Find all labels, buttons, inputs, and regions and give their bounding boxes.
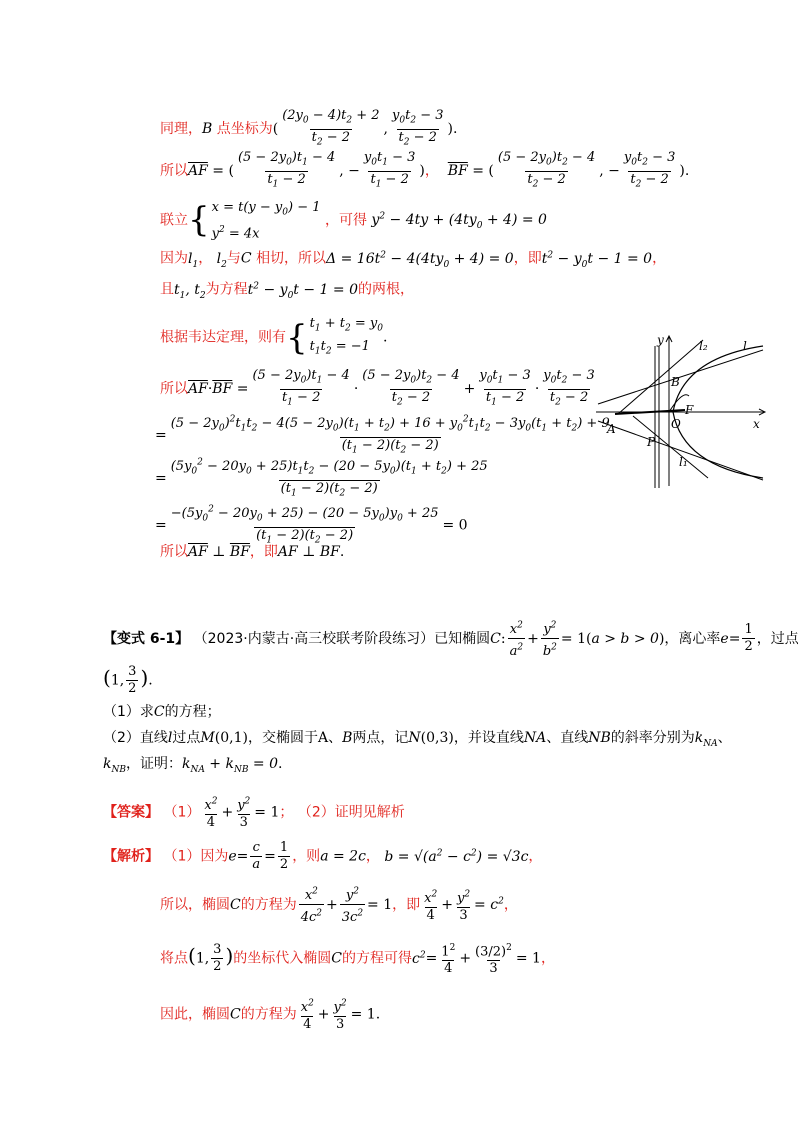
and-tangent-text: 与 <box>226 250 241 267</box>
analysis-1: （1）因为 <box>163 848 229 865</box>
analysis-line-3: 将点(1, $\frac{3}{2}$ )的坐标代入椭圆C的方程可得$c^2=$ $\frac{1^2}{4}$ + $\frac{(3/2)^2}{3}$ = 1， <box>160 942 555 977</box>
namely-text: ，即 <box>513 250 542 267</box>
question-1: （1）求C的方程； <box>103 704 221 720</box>
label-b: B <box>671 375 680 389</box>
tangent-line: 因为$l_1$， $l_2$与C 相切，所以$\Delta = 16t^2 - 4(4ty_0 + 4) = 0$，即$t^2 - y_0t - 1 = 0$， <box>160 250 667 270</box>
q1-text: （1）求 <box>103 704 154 720</box>
vieta-line: 根据韦达定理，则有 { $t_1 + t_2 = y_0$ $t_1t_2 = -1$ . <box>160 316 388 358</box>
roots-text: 为方程 <box>205 281 248 298</box>
label-y: y <box>657 333 664 347</box>
q2-e: 两点，记 <box>352 730 409 746</box>
q2-c: ，交椭圆于 <box>247 730 318 746</box>
b-coordinate-line: 同理，B 点坐标为( $\frac{(2y_0 - 4)t_2 + 2}{t_2 - 2}$ , $\frac{y_0t_2 - 3}{t_2 - 2}$ ). <box>160 108 457 150</box>
so-text: 所以 <box>160 163 188 180</box>
q1-tail: 的方程； <box>164 704 221 720</box>
and-t-text: 且 <box>160 281 174 298</box>
question-2-cont: $k_{NB}$，证明：$k_{NA} + k_{NB} = 0$. <box>103 756 283 775</box>
variant-point: (1, $\frac{3}{2}$ ). <box>103 664 153 696</box>
equation-is: 的方程为 <box>240 896 297 913</box>
substitute: 将点 <box>160 950 188 967</box>
conclusion-namely: ，即 <box>249 544 278 560</box>
analysis-line-4: 因此，椭圆C的方程为 $\frac{x^2}{4}$ + $\frac{y^2}{3}$ = 1. <box>160 999 381 1033</box>
analysis-line-1: 【解析】 （1）因为e= $\frac{c}{a}$ = $\frac{1}{2}$ ，则a = 2c， $b = √(a^2 - c^2) = √3c$， <box>103 840 543 872</box>
step-2-line: = $(5 - 2y_0)^2t_1t_2 - 4(5 - 2y_0)(t_1 + t_2) + 16 + y_0^2t_1t_2 - 3y_0(t_1 + t_2) + 9$ $(t_1 - 2)(t_2 - 2)$ <box>155 412 614 459</box>
label-p: P <box>647 435 656 449</box>
q2-h: 的斜率分别为 <box>610 730 695 746</box>
join-line: 联立 { $x = t(y - y_0) - 1$ $y^2 = 4x$ ，可得 $y^2 - 4ty + (4ty_0 + 4) = 0$ <box>160 200 547 241</box>
label-a: A <box>607 422 616 436</box>
answer-line: 【答案】 （1） $\frac{x^2}{4}$ + $\frac{y^2}{3}$ = 1； （2）证明见解析 <box>103 797 405 831</box>
answer-tag: 【答案】 <box>103 804 159 821</box>
roots-line: 且$t_1$, $t_2$为方程$t^2 - y_0t - 1 = 0$的两根， <box>160 281 414 301</box>
variant-header: 【变式 6-1】 （2023·内蒙古·高三校联考阶段练习）已知椭圆C: $\frac{x^2}{a^2}$ + $\frac{y^2}{b^2}$ = 1(a > b > 0)，离心率e= $\frac{1}{2}$ ，过点 <box>103 621 799 659</box>
two-roots-text: 的两根， <box>358 281 414 298</box>
because-text: 因为 <box>160 250 188 267</box>
so-ellipse: 所以，椭圆 <box>160 896 230 913</box>
label-x: x <box>753 417 760 431</box>
answer-2: （2）证明见解析 <box>297 804 405 821</box>
can-get-text: ，可得 <box>324 212 367 229</box>
label-f: F <box>685 403 694 417</box>
so-text-2: 所以 <box>160 381 188 398</box>
join-text: 联立 <box>160 212 188 229</box>
label-o: O <box>671 417 681 431</box>
step-3-line: = $\frac{(5y_0^2 - 20y_0 + 25)t_1t_2 - (20 - 5y_0)(t_1 + t_2) + 25}{(t_1 - 2)(t_2 - 2)}$ <box>155 455 492 502</box>
tangent-text: 相切，所以 <box>256 250 327 267</box>
label-l1: l₁ <box>679 455 688 469</box>
vieta-text: 根据韦达定理，则有 <box>160 329 286 346</box>
q2-a: （2）直线 <box>103 730 168 746</box>
q2-i: 、 <box>717 730 732 746</box>
conclusion-text: 所以 <box>160 544 188 560</box>
label-l2: l₂ <box>699 339 708 353</box>
variant-tag: 【变式 6-1】 <box>103 630 190 647</box>
q2-f: ，并设直线 <box>453 730 524 746</box>
geometry-figure <box>593 328 768 488</box>
answer-1: （1） <box>163 804 201 821</box>
dot-product-line: 所以$\overline{AF}\cdot\overline{BF}$ = $\frac{(5 - 2y_0)t_1 - 4}{t_1 - 2}$ · $\frac{(5 - 2y_0)t_2 - 4}{t_2 - 2}$ + $\frac{y_0t_1 - 3}{t_1 - 2}$ · $\frac{y_0t_2 - 3}{t_2 - 2}$ <box>160 368 599 410</box>
pass-point-text: ，过点 <box>756 630 799 647</box>
coord-into: 的坐标代入椭圆 <box>233 950 332 967</box>
b-coord-text: 点坐标为 <box>216 121 273 138</box>
analysis-line-2: 所以，椭圆C的方程为 $\frac{x^2}{4c^2}$ + $\frac{y^2}{3c^2}$ = 1，即 $\frac{x^2}{4}$ + $\frac{y^2}{3}$ = $c^2$， <box>160 887 518 925</box>
analysis-tag: 【解析】 <box>103 848 159 865</box>
q2-d: 、 <box>328 730 343 746</box>
therefore: 因此，椭圆 <box>160 1006 230 1023</box>
variant-source: （2023·内蒙古·高三校联考阶段练习）已知椭圆 <box>193 630 491 647</box>
q2-j: ，证明： <box>125 756 182 772</box>
bx-fraction: $\frac{(2y_0 - 4)t_2 + 2}{t_2 - 2}$ <box>280 108 381 150</box>
analysis-then: ，则 <box>292 848 321 865</box>
by-fraction: $\frac{y_0t_2 - 3}{t_2 - 2}$ <box>390 108 446 150</box>
step-4-line: = $\frac{-(5y_0^2 - 20y_0 + 25) - (20 - 5y_0)y_0 + 25}{(t_1 - 2)(t_2 - 2)}$ = 0 <box>155 502 468 549</box>
namely: ，即 <box>392 896 421 913</box>
q2-g: 、直线 <box>546 730 589 746</box>
same-text: 同理， <box>160 121 202 138</box>
vectors-line: 所以$\overline{AF}$ = ( $\frac{(5 - 2y_0)t_1 - 4}{t_1 - 2}$ , − $\frac{y_0t_1 - 3}{t_1 - 2}$ )， $\overline{BF}$ = ( $\frac{(5 - 2y_0)t_2 - 4}{t_2 - 2}$ , − $\frac{y_0t_2 - 3}{t_2 - 2}$ ). <box>160 150 689 192</box>
equation-get: 的方程可得 <box>341 950 412 967</box>
q2-b: 过点 <box>172 730 201 746</box>
eccentricity-text: ，离心率 <box>664 630 721 647</box>
answer-sep: ； <box>279 804 294 821</box>
conclusion-line: 所以$\overline{AF}$ ⊥ $\overline{BF}$，即AF ⊥ BF. <box>160 544 345 560</box>
label-l: l <box>743 339 747 353</box>
question-2: （2）直线l过点M(0,1)，交椭圆于A、B两点，记N(0,3)，并设直线NA、直线NB的斜率分别为$k_{NA}$、 <box>103 730 732 749</box>
equation-is-2: 的方程为 <box>240 1006 297 1023</box>
